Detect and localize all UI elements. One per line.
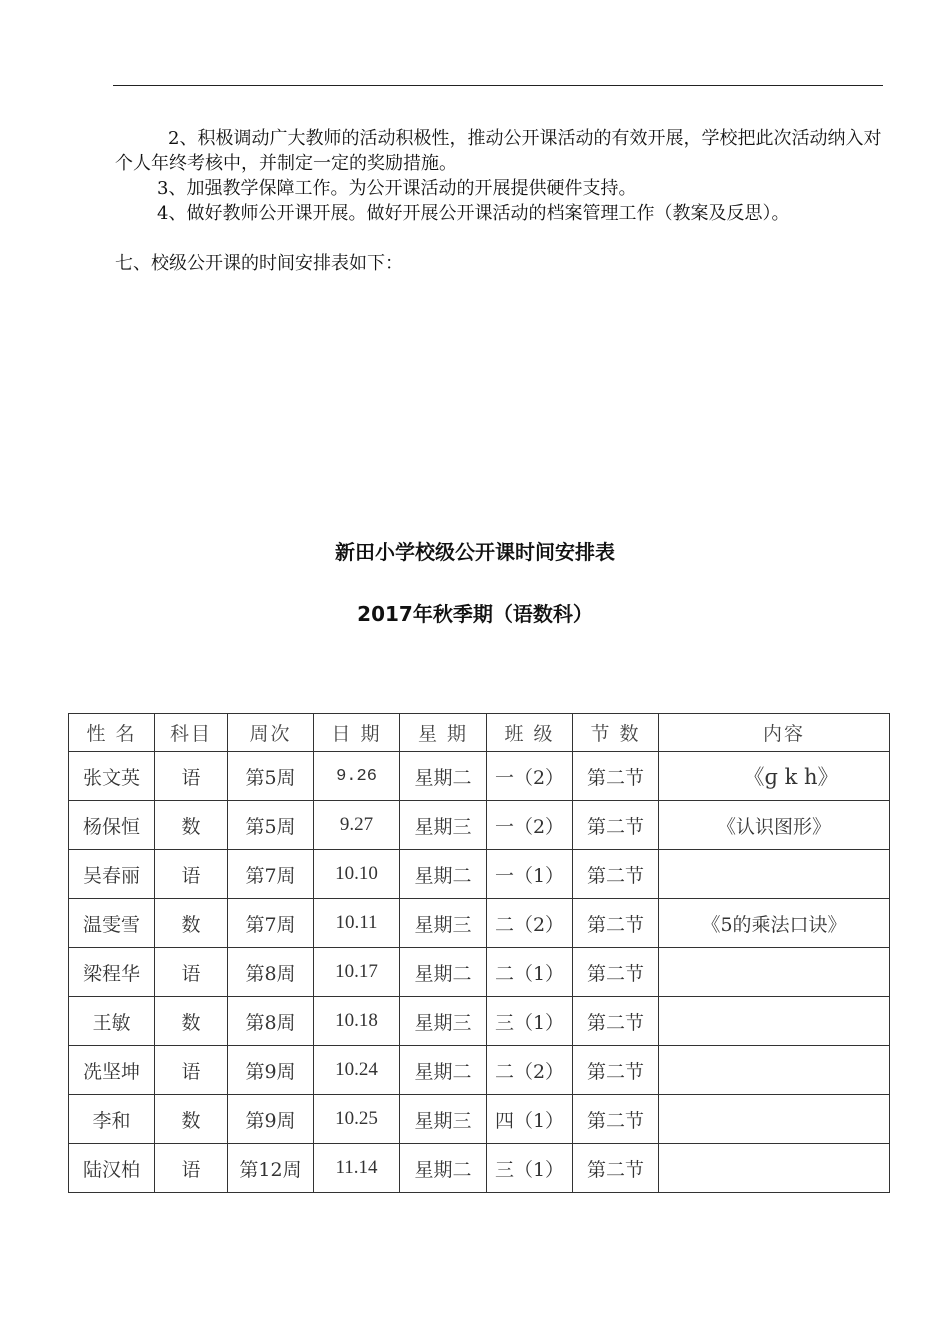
cell-class: 三（1） <box>487 1144 573 1193</box>
cell-period: 第二节 <box>573 801 659 850</box>
cell-class: 一（2） <box>487 752 573 801</box>
cell-name: 杨保恒 <box>69 801 155 850</box>
cell-date: 10.11 <box>314 899 400 948</box>
cell-date: 9.26 <box>314 752 400 801</box>
cell-content: 《5的乘法口诀》 <box>659 899 890 948</box>
cell-class: 一（1） <box>487 850 573 899</box>
cell-class: 二（2） <box>487 1046 573 1095</box>
cell-content <box>659 997 890 1046</box>
cell-date: 10.18 <box>314 997 400 1046</box>
cell-weekday: 星期三 <box>400 1095 487 1144</box>
header-content: 内容 <box>659 714 890 752</box>
cell-subject: 语 <box>155 1046 228 1095</box>
cell-content <box>659 1095 890 1144</box>
cell-week: 第8周 <box>228 948 314 997</box>
cell-class: 一（2） <box>487 801 573 850</box>
cell-subject: 数 <box>155 997 228 1046</box>
table-row <box>69 850 890 899</box>
header-period: 节 数 <box>573 714 659 752</box>
table-header-row <box>69 714 890 752</box>
cell-weekday: 星期三 <box>400 801 487 850</box>
cell-date: 10.10 <box>314 850 400 899</box>
schedule-table <box>68 713 890 1193</box>
cell-name: 李和 <box>69 1095 155 1144</box>
cell-class: 二（2） <box>487 899 573 948</box>
table-row <box>69 997 890 1046</box>
cell-date: 11.14 <box>314 1144 400 1193</box>
cell-weekday: 星期二 <box>400 850 487 899</box>
cell-subject: 数 <box>155 801 228 850</box>
cell-class: 三（1） <box>487 997 573 1046</box>
cell-class: 四（1） <box>487 1095 573 1144</box>
header-weekday: 星 期 <box>400 714 487 752</box>
schedule-title: 新田小学校级公开课时间安排表 <box>335 540 615 564</box>
cell-name: 张文英 <box>69 752 155 801</box>
cell-content: 《认识图形》 <box>659 801 890 850</box>
cell-subject: 数 <box>155 899 228 948</box>
cell-name: 温雯雪 <box>69 899 155 948</box>
cell-weekday: 星期二 <box>400 1144 487 1193</box>
cell-week: 第8周 <box>228 997 314 1046</box>
cell-week: 第9周 <box>228 1046 314 1095</box>
cell-period: 第二节 <box>573 1046 659 1095</box>
cell-name: 梁程华 <box>69 948 155 997</box>
cell-subject: 语 <box>155 850 228 899</box>
table-row <box>69 752 890 801</box>
cell-weekday: 星期二 <box>400 948 487 997</box>
header-subject: 科目 <box>155 714 228 752</box>
cell-week: 第12周 <box>228 1144 314 1193</box>
cell-weekday: 星期三 <box>400 997 487 1046</box>
cell-date: 9.27 <box>314 801 400 850</box>
cell-subject: 语 <box>155 948 228 997</box>
header-name: 性 名 <box>69 714 155 752</box>
cell-week: 第9周 <box>228 1095 314 1144</box>
table-row <box>69 1144 890 1193</box>
cell-date: 10.17 <box>314 948 400 997</box>
cell-period: 第二节 <box>573 752 659 801</box>
cell-subject: 语 <box>155 1144 228 1193</box>
cell-week: 第5周 <box>228 752 314 801</box>
cell-name: 王敏 <box>69 997 155 1046</box>
cell-weekday: 星期二 <box>400 1046 487 1095</box>
table-row <box>69 1046 890 1095</box>
cell-period: 第二节 <box>573 850 659 899</box>
table-row <box>69 1095 890 1144</box>
cell-week: 第5周 <box>228 801 314 850</box>
cell-period: 第二节 <box>573 899 659 948</box>
cell-period: 第二节 <box>573 1144 659 1193</box>
cell-content <box>659 948 890 997</box>
cell-date: 10.24 <box>314 1046 400 1095</box>
header-week: 周次 <box>228 714 314 752</box>
header-class: 班 级 <box>487 714 573 752</box>
table-row <box>69 948 890 997</box>
table-row <box>69 801 890 850</box>
cell-content <box>659 1046 890 1095</box>
cell-content <box>659 1144 890 1193</box>
cell-name: 吴春丽 <box>69 850 155 899</box>
cell-week: 第7周 <box>228 899 314 948</box>
paragraph-item-3: 3、加强教学保障工作。为公开课活动的开展提供硬件支持。 <box>157 178 637 199</box>
header-date: 日 期 <box>314 714 400 752</box>
paragraph-item-4: 4、做好教师公开课开展。做好开展公开课活动的档案管理工作（教案及反思）。 <box>157 203 790 224</box>
cell-content <box>659 850 890 899</box>
table-row <box>69 899 890 948</box>
cell-subject: 语 <box>155 752 228 801</box>
paragraph-item-2: 2、积极调动广大教师的活动积极性，推动公开课活动的有效开展，学校把此次活动纳入对个人年终考核中，并制定一定的奖励措施。 <box>115 128 882 174</box>
schedule-subtitle: 2017年秋季期（语数科） <box>357 602 593 626</box>
cell-name: 陆汉柏 <box>69 1144 155 1193</box>
cell-period: 第二节 <box>573 997 659 1046</box>
cell-name: 冼坚坤 <box>69 1046 155 1095</box>
cell-week: 第7周 <box>228 850 314 899</box>
cell-period: 第二节 <box>573 1095 659 1144</box>
cell-weekday: 星期二 <box>400 752 487 801</box>
cell-period: 第二节 <box>573 948 659 997</box>
cell-date: 10.25 <box>314 1095 400 1144</box>
cell-subject: 数 <box>155 1095 228 1144</box>
cell-content: 《ɡ k h》 <box>659 752 890 801</box>
section-heading-seven: 七、校级公开课的时间安排表如下： <box>115 253 403 274</box>
cell-class: 二（1） <box>487 948 573 997</box>
header-rule <box>113 85 883 86</box>
cell-weekday: 星期三 <box>400 899 487 948</box>
